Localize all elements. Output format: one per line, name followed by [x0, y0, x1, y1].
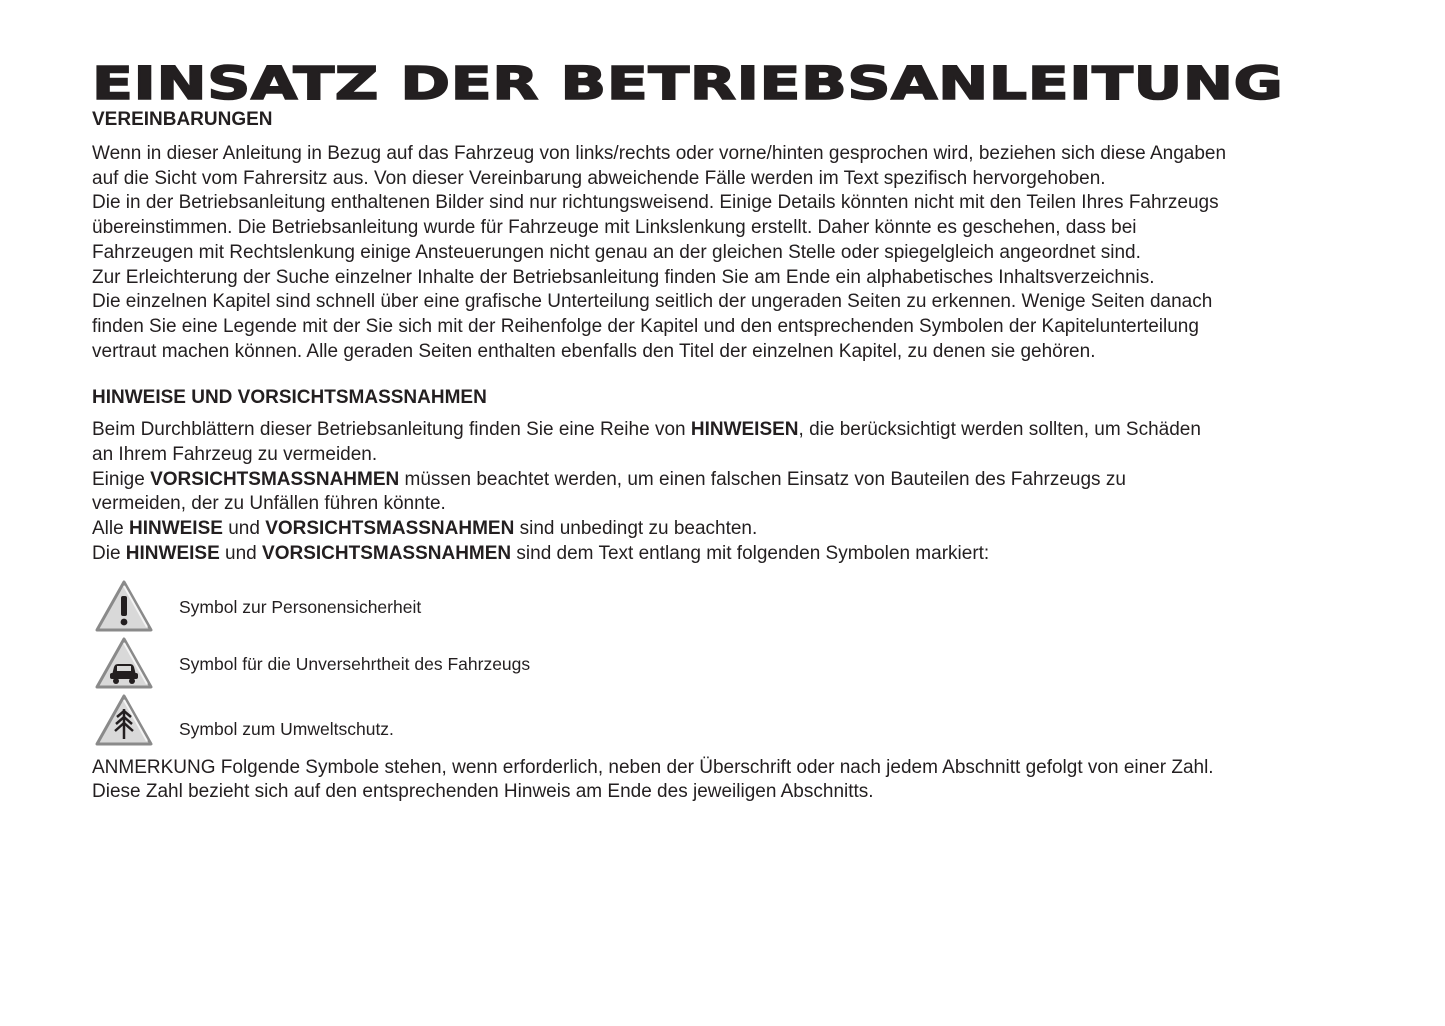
text-run: sind dem Text entlang mit folgenden Symbolen markiert: — [511, 542, 990, 564]
body-line: Zur Erleichterung der Suche einzelner Inhalte der Betriebsanleitung finden Sie am Ende ein alphabetisches Inhaltsverzeichnis. — [92, 266, 1155, 288]
text-run: Einige — [92, 468, 151, 490]
page-content — [92, 108, 1292, 805]
text-run: und — [222, 518, 266, 540]
section-body-vereinbarungen — [92, 142, 1292, 364]
section-body-hinweise — [92, 418, 1292, 566]
body-line — [92, 468, 1292, 493]
section-heading-vereinbarungen: VEREINBARUNGEN — [92, 109, 273, 130]
body-line: an Ihrem Fahrzeug zu vermeiden. — [92, 444, 378, 466]
symbol-label: Symbol zur Personensicherheit — [179, 596, 422, 617]
vehicle-warning-icon — [94, 635, 154, 691]
bold-term: HINWEISEN — [690, 419, 799, 441]
body-line: Die in der Betriebsanleitung enthaltenen Bilder sind nur richtungsweisend. Einige Details könnten nicht mit den Teilen Ihres Fahrzeugs — [92, 192, 1219, 214]
page-title: EINSATZ DER BETRIEBSANLEITUNG — [92, 57, 1284, 110]
section-heading-hinweise: HINWEISE UND VORSICHTSMASSNAHMEN — [92, 387, 487, 409]
body-line — [92, 418, 1292, 443]
symbol-label: Symbol zum Umweltschutz. — [179, 718, 394, 739]
warning-exclamation-icon — [94, 578, 154, 634]
symbol-row-environment — [92, 688, 1292, 750]
body-line: vertraut machen können. Alle geraden Seiten enthalten ebenfalls den Titel der einzelnen Kapitel, zu denen sie gehören. — [92, 340, 1096, 362]
body-line: finden Sie eine Legende mit der Sie sich mit der Reihenfolge der Kapitel und den entsprechenden Symbolen der Kapitelunterteilung — [92, 315, 1199, 337]
symbol-row-personal-safety — [92, 574, 1292, 631]
body-line: vermeiden, der zu Unfällen führen könnte. — [92, 493, 446, 515]
text-run: und — [219, 542, 263, 564]
body-line: Die einzelnen Kapitel sind schnell über eine grafische Unterteilung seitlich der ungeraden Seiten zu erkennen. Wenige Seiten danach — [92, 291, 1213, 313]
bold-term: VORSICHTSMASSNAHMEN — [265, 518, 515, 540]
bold-term: VORSICHTSMASSNAHMEN — [262, 542, 512, 564]
text-run: müssen beachtet werden, um einen falschen Einsatz von Bauteilen des Fahrzeugs zu — [399, 468, 1126, 490]
text-run: sind unbedingt zu beachten. — [514, 518, 758, 540]
symbol-legend — [92, 574, 1292, 750]
body-line: auf die Sicht vom Fahrersitz aus. Von dieser Vereinbarung abweichende Fälle werden im Text spezifisch hervorgehoben. — [92, 167, 1106, 189]
text-run: Die — [92, 542, 126, 564]
text-run: Alle — [92, 518, 129, 540]
note-paragraph — [92, 756, 1292, 805]
symbol-row-vehicle — [92, 631, 1292, 688]
body-line: Fahrzeugen mit Rechtslenkung einige Ansteuerungen nicht genau an der gleichen Stelle oder spiegelgleich angeordnet sind. — [92, 241, 1141, 263]
bold-term: HINWEISE — [128, 518, 223, 540]
body-line — [92, 542, 1292, 567]
text-run: Beim Durchblättern dieser Betriebsanleitung finden Sie eine Reihe von — [92, 419, 691, 441]
environment-tree-icon — [94, 692, 154, 748]
body-line: übereinstimmen. Die Betriebsanleitung wurde für Fahrzeuge mit Linkslenkung erstellt. Daher könnte es geschehen, dass bei — [92, 217, 1137, 239]
bold-term: HINWEISE — [125, 542, 220, 564]
body-line: Wenn in dieser Anleitung in Bezug auf das Fahrzeug von links/rechts oder vorne/hinten gesprochen wird, beziehen sich diese Angaben — [92, 143, 1227, 164]
body-line — [92, 517, 1292, 542]
symbol-label: Symbol für die Unversehrtheit des Fahrzeugs — [179, 653, 531, 674]
bold-term: VORSICHTSMASSNAHMEN — [150, 468, 400, 490]
text-run: , die berücksichtigt werden sollten, um Schäden — [798, 419, 1201, 441]
body-line: ANMERKUNG Folgende Symbole stehen, wenn erforderlich, neben der Überschrift oder nach jedem Abschnitt gefolgt von einer Zahl. — [92, 756, 1214, 778]
body-line: Diese Zahl bezieht sich auf den entsprechenden Hinweis am Ende des jeweiligen Abschnitts. — [92, 781, 874, 803]
